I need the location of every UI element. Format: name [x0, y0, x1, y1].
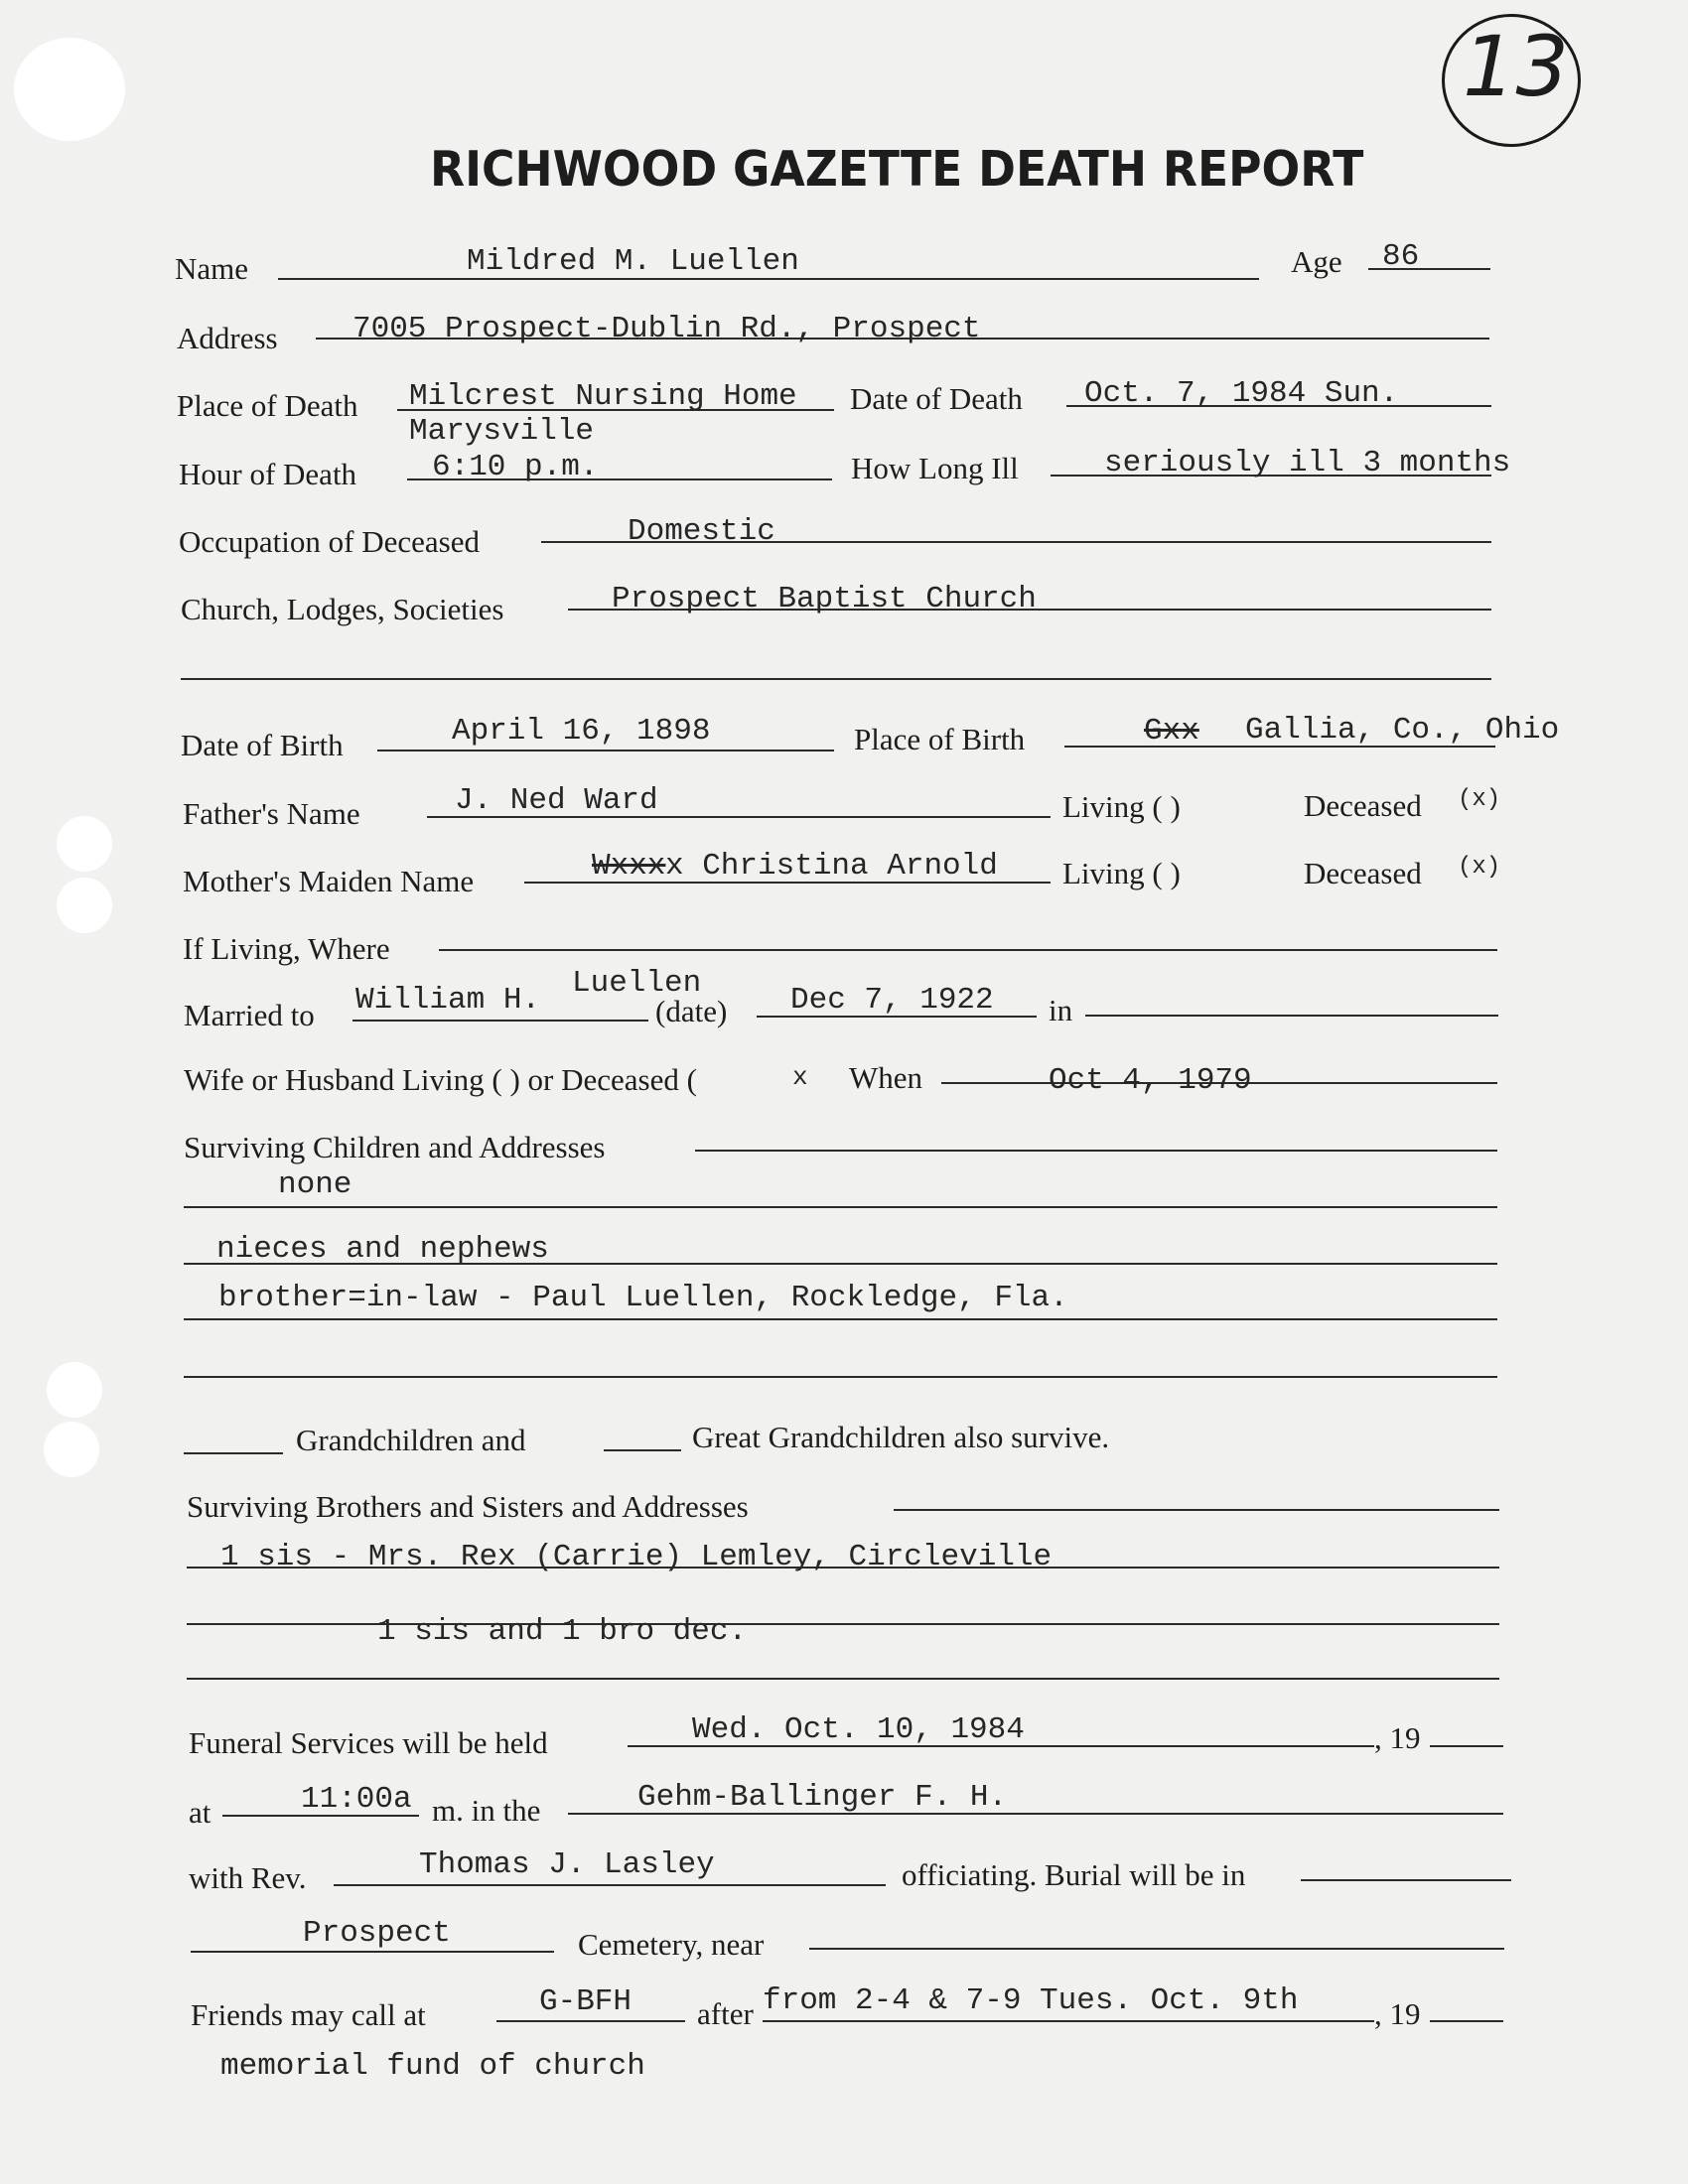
mother-deceased-label: Deceased [1304, 856, 1422, 890]
cemetery-near-label: Cemetery, near [578, 1927, 765, 1962]
funeral-home-value: Gehm-Ballinger F. H. [637, 1780, 1008, 1815]
siblings-line-2-rule [187, 1623, 1499, 1625]
page-number-mark [1442, 14, 1581, 147]
spouse-last-value: Luellen [572, 966, 702, 1001]
memorial-value: memorial fund of church [220, 2049, 645, 2084]
date-of-birth-line [377, 750, 834, 751]
punch-hole [47, 1362, 102, 1418]
fathers-name-value: J. Ned Ward [455, 783, 658, 818]
hour-of-death-label: Hour of Death [179, 457, 357, 491]
grandchildren-label: Grandchildren and [296, 1423, 526, 1457]
punch-hole [57, 878, 112, 933]
place-of-death-value: Milcrest Nursing Home [409, 379, 797, 414]
burial-value: Prospect [303, 1916, 451, 1951]
place-of-birth-struck: Gxx [1144, 714, 1199, 749]
father-living-label: Living ( ) [1062, 789, 1181, 824]
children-line-2-rule [184, 1263, 1497, 1265]
blank-line [181, 678, 1491, 680]
married-to-line [352, 1020, 648, 1022]
date-of-birth-value: April 16, 1898 [452, 714, 711, 749]
surviving-children-label: Surviving Children and Addresses [184, 1130, 606, 1164]
punch-hole [14, 38, 125, 141]
siblings-label: Surviving Brothers and Sisters and Addresses [187, 1489, 749, 1524]
with-rev-label: with Rev. [189, 1860, 307, 1895]
church-value: Prospect Baptist Church [612, 582, 1037, 616]
father-deceased-label: Deceased [1304, 788, 1422, 823]
cemetery-near-line [809, 1948, 1504, 1950]
friends-year-prefix: , 19 [1374, 1996, 1421, 2031]
age-label: Age [1291, 244, 1342, 279]
when-label: When [849, 1060, 923, 1095]
address-label: Address [177, 321, 278, 355]
mothers-maiden-name-label: Mother's Maiden Name [183, 864, 475, 898]
place-of-death-label: Place of Death [177, 388, 358, 423]
spouse-status-label: Wife or Husband Living ( ) or Deceased ( [184, 1062, 697, 1097]
grandchildren-count-line [184, 1452, 283, 1454]
marriage-date-value: Dec 7, 1922 [790, 983, 994, 1018]
place-of-birth-label: Place of Birth [854, 722, 1026, 756]
great-grandchildren-label: Great Grandchildren also survive. [692, 1420, 1110, 1454]
funeral-held-label: Funeral Services will be held [189, 1725, 548, 1760]
rev-line [334, 1884, 886, 1886]
punch-hole [44, 1422, 99, 1477]
name-label: Name [175, 251, 249, 286]
married-to-label: Married to [184, 998, 315, 1032]
great-grandchildren-count-line [604, 1449, 681, 1451]
funeral-time-value: 11:00a [301, 1782, 412, 1817]
how-long-ill-value: seriously ill 3 months [1104, 446, 1511, 480]
children-line-4-rule [184, 1376, 1497, 1378]
children-line-1-rule [184, 1206, 1497, 1208]
funeral-year-line [1430, 1745, 1503, 1747]
burial-cemetery-line [191, 1951, 554, 1953]
siblings-line-2: 1 sis and 1 bro dec. [377, 1614, 748, 1649]
funeral-year-prefix: , 19 [1374, 1720, 1421, 1755]
children-line-2: nieces and nephews [216, 1232, 549, 1267]
page-number-text: 13 [1463, 18, 1569, 115]
m-in-the-label: m. in the [432, 1793, 541, 1828]
punch-hole [57, 816, 112, 872]
form-title: RICHWOOD GAZETTE DEATH REPORT [430, 141, 1364, 198]
friends-call-at-value: G-BFH [539, 1984, 633, 2019]
mother-deceased-mark: (x) [1458, 854, 1501, 881]
officiating-label: officiating. Burial will be in [902, 1857, 1246, 1892]
fathers-name-label: Father's Name [183, 796, 360, 831]
spouse-when-value: Oct 4, 1979 [1049, 1063, 1252, 1098]
friends-call-time-value: from 2-4 & 7-9 Tues. Oct. 9th [763, 1983, 1299, 2018]
hour-of-death-value: 6:10 p.m. [432, 450, 599, 484]
age-value: 86 [1382, 239, 1420, 274]
children-line-3-rule [184, 1318, 1497, 1320]
church-label: Church, Lodges, Societies [181, 592, 504, 626]
occupation-value: Domestic [628, 514, 775, 549]
date-of-birth-label: Date of Birth [181, 728, 344, 762]
if-living-where-line [439, 949, 1497, 951]
place-of-birth-value: Gallia, Co., Ohio [1245, 713, 1560, 748]
at-label: at [189, 1795, 211, 1830]
date-of-death-value: Oct. 7, 1984 Sun. [1084, 376, 1399, 411]
burial-line [1301, 1879, 1511, 1881]
surviving-children-line [695, 1150, 1497, 1152]
siblings-line-1-rule [187, 1567, 1499, 1569]
married-in-line [1085, 1015, 1498, 1017]
siblings-line [894, 1509, 1499, 1511]
friends-call-at-line [496, 2020, 685, 2022]
date-paren-label: (date) [655, 994, 728, 1028]
friends-call-label: Friends may call at [191, 1997, 426, 2032]
mother-living-label: Living ( ) [1062, 856, 1181, 890]
spouse-deceased-mark: x [792, 1062, 808, 1092]
mothers-name-struck: Wxxx [592, 849, 666, 884]
after-label: after [697, 1996, 754, 2031]
date-of-death-label: Date of Death [850, 381, 1023, 416]
spouse-first-value: William H. [355, 983, 541, 1018]
if-living-where-label: If Living, Where [183, 931, 390, 966]
friends-call-time-line [763, 2020, 1374, 2022]
occupation-label: Occupation of Deceased [179, 524, 480, 559]
funeral-date-value: Wed. Oct. 10, 1984 [692, 1712, 1025, 1747]
address-value: 7005 Prospect-Dublin Rd., Prospect [352, 312, 981, 346]
friends-year-line [1430, 2020, 1503, 2022]
children-line-1: none [278, 1167, 352, 1202]
siblings-line-3-rule [187, 1678, 1499, 1680]
place-of-death-city: Marysville [409, 414, 595, 449]
siblings-line-1: 1 sis - Mrs. Rex (Carrie) Lemley, Circleville [220, 1540, 1053, 1574]
name-value: Mildred M. Luellen [467, 244, 799, 279]
how-long-ill-label: How Long Ill [851, 451, 1019, 485]
in-label: in [1049, 993, 1073, 1027]
children-line-3: brother=in-law - Paul Luellen, Rockledge, Fla. [218, 1281, 1068, 1315]
father-deceased-mark: (x) [1458, 786, 1501, 813]
mothers-maiden-name-value: x Christina Arnold [665, 849, 998, 884]
rev-value: Thomas J. Lasley [419, 1847, 715, 1882]
